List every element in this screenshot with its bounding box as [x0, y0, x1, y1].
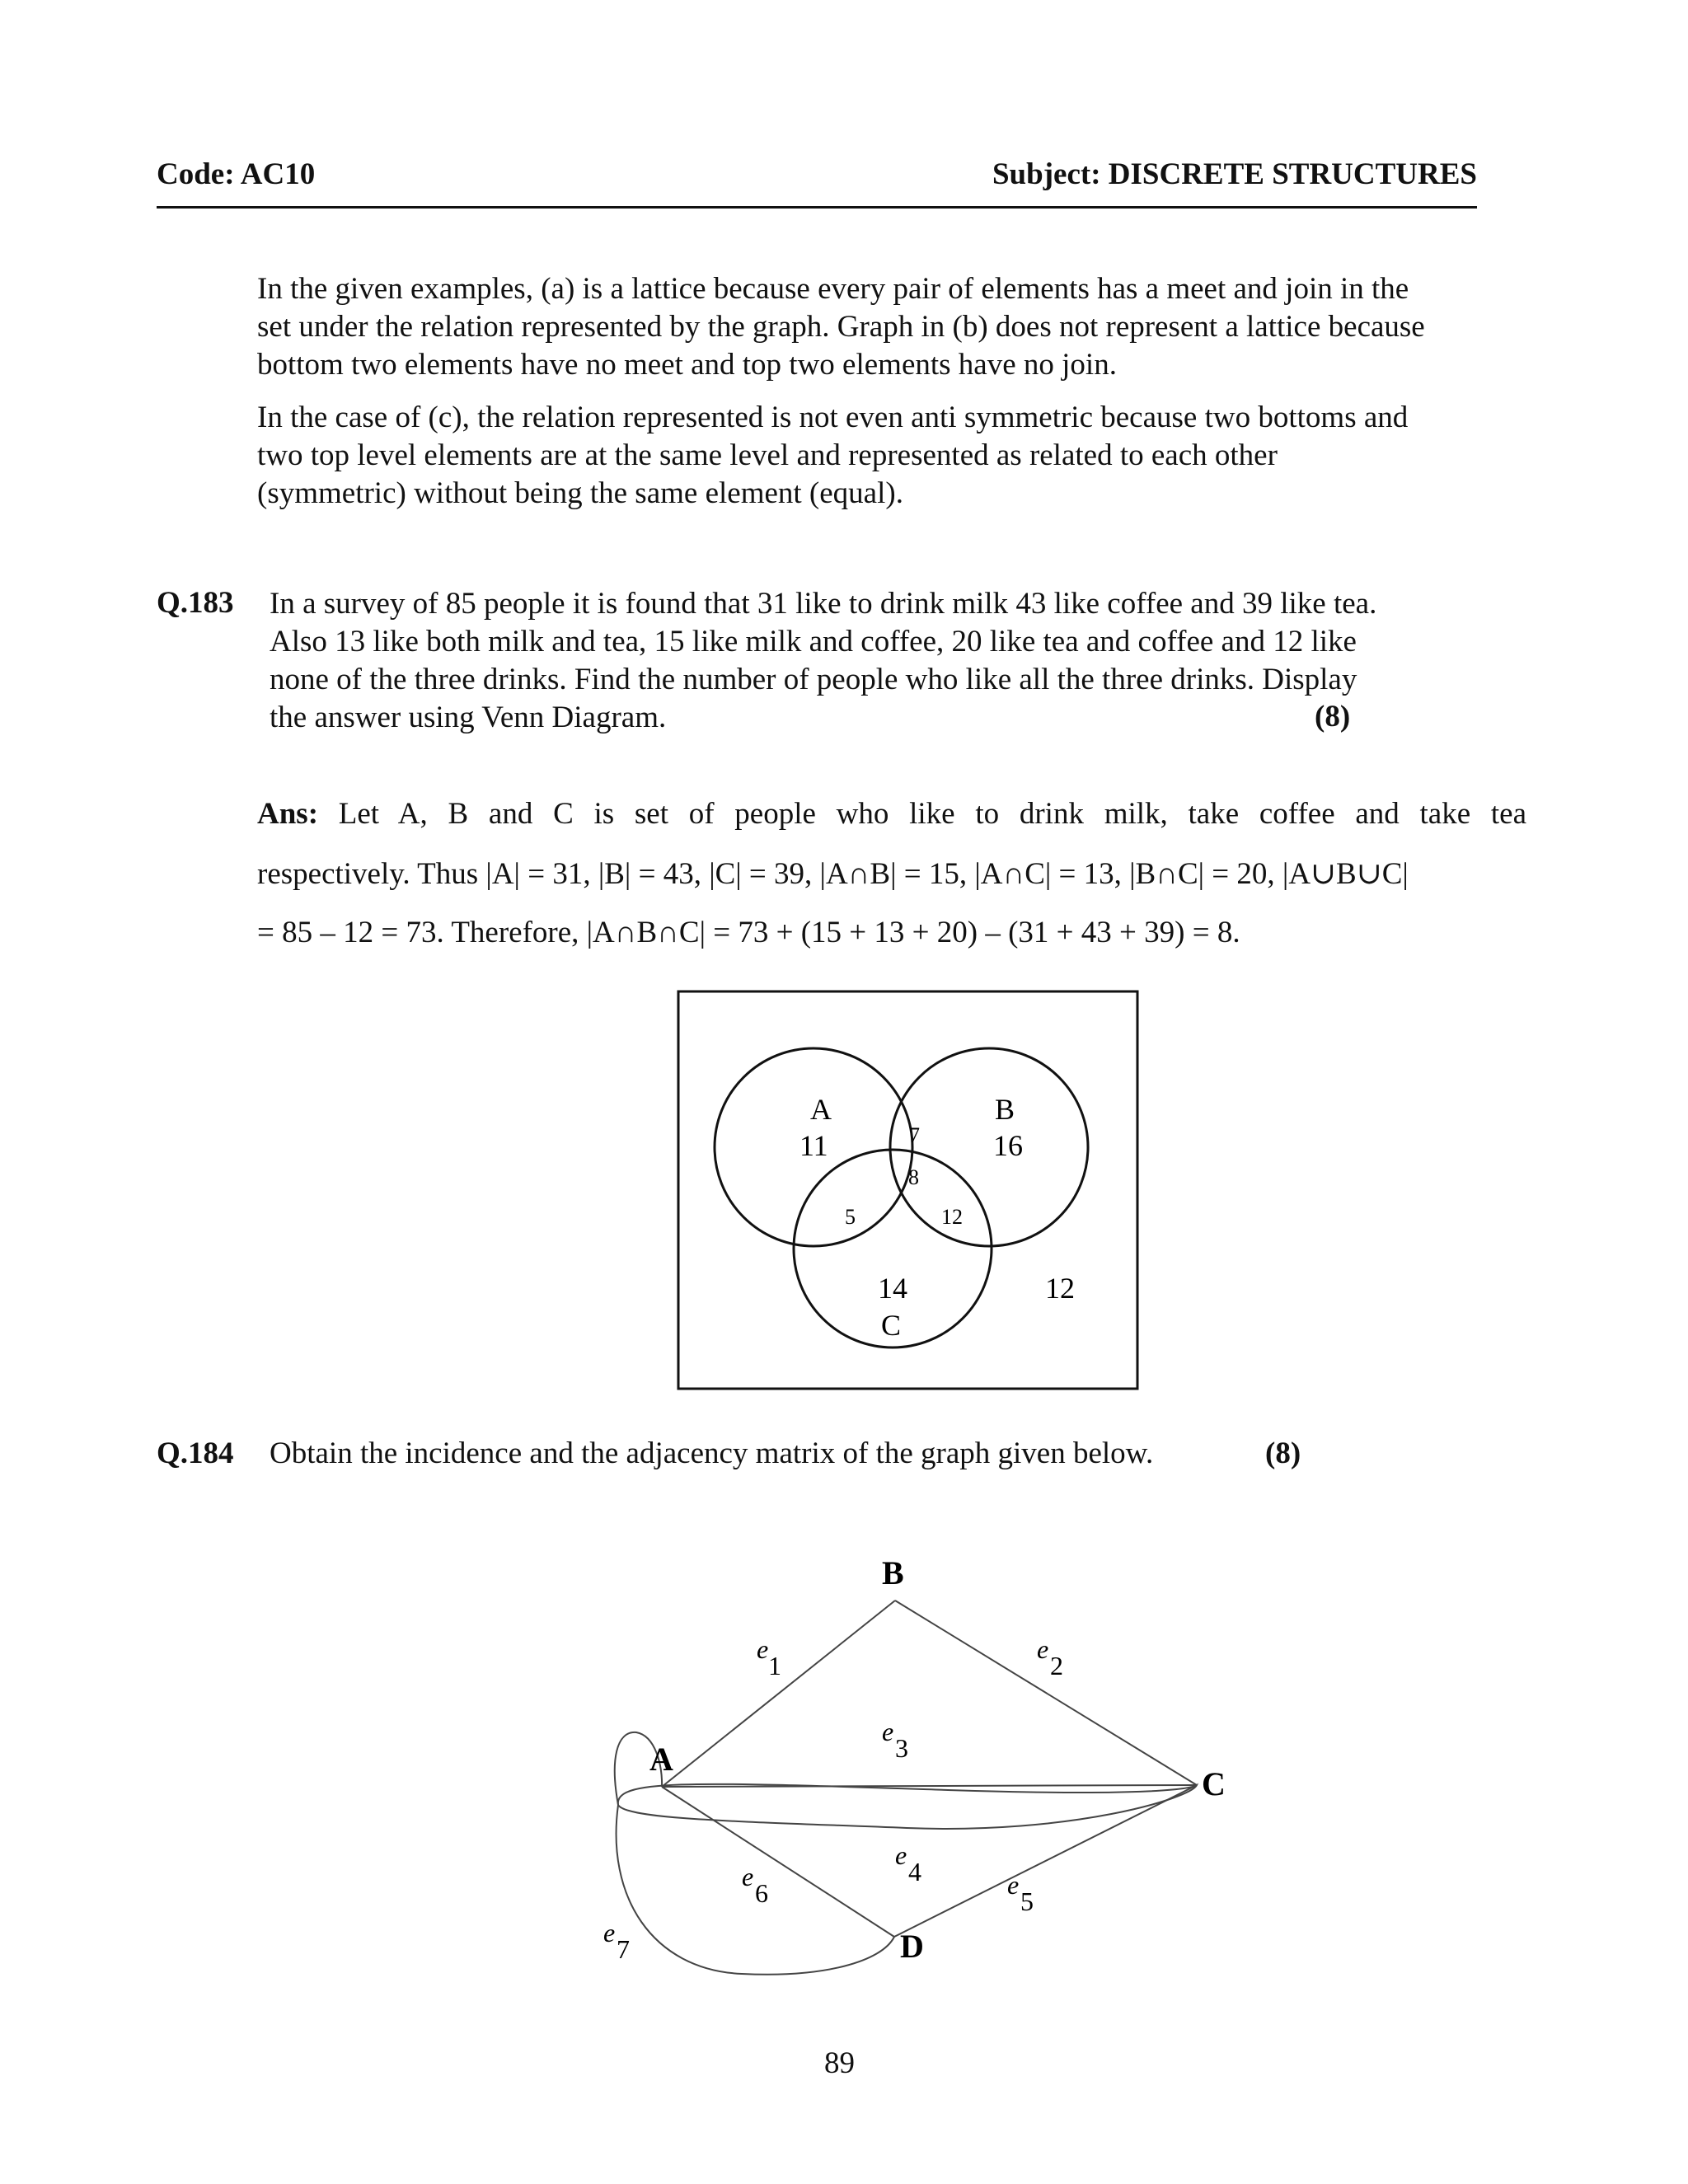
svg-text:e: e — [1007, 1870, 1020, 1900]
edge-e3 — [662, 1785, 1197, 1787]
outside-count: 12 — [1045, 1272, 1075, 1305]
svg-text:e: e — [882, 1717, 894, 1746]
set-b-only-count: 16 — [993, 1129, 1023, 1162]
svg-text:e: e — [757, 1634, 769, 1664]
vertex-label-b: B — [882, 1554, 904, 1591]
set-a-label: A — [810, 1093, 832, 1126]
text-line: two top level elements are at the same level and represented as related to each other — [257, 438, 1278, 472]
ab-count: 7 — [909, 1123, 920, 1147]
edge-label-e7 — [603, 1918, 630, 1964]
intro-paragraph-2 — [257, 399, 1526, 513]
text-line: In a survey of 85 people it is found that 31 like to drink milk 43 like coffee and 39 like tea. — [270, 587, 1377, 621]
bc-count: 12 — [941, 1205, 963, 1229]
svg-text:2: 2 — [1050, 1651, 1063, 1680]
svg-text:5: 5 — [1020, 1886, 1034, 1916]
intro-paragraph-1 — [257, 270, 1526, 384]
text-line: bottom two elements have no meet and top two elements have no join. — [257, 348, 1117, 382]
abc-count: 8 — [908, 1165, 919, 1189]
text-line: (symmetric) without being the same element (equal). — [257, 476, 903, 510]
page-number: 89 — [824, 2046, 855, 2080]
edge-e1 — [662, 1601, 895, 1787]
answer-line-2: respectively. Thus |A| = 31, |B| = 43, |C| = 39, |A∩B| = 15, |A∩C| = 13, |B∩C| = 20, |A∪B∪C| — [257, 857, 1409, 891]
answer-line-1 — [257, 796, 1526, 832]
svg-text:4: 4 — [908, 1857, 921, 1886]
text-line: In the case of (c), the relation represented is not even anti symmetric because two bottoms and — [257, 401, 1409, 434]
edge-e6 — [662, 1787, 894, 1937]
question-number-184: Q.184 — [157, 1436, 234, 1470]
edge-label-e2 — [1037, 1634, 1063, 1680]
vertex-label-c: C — [1202, 1765, 1226, 1802]
ac-count: 5 — [845, 1205, 856, 1229]
svg-text:e: e — [1037, 1634, 1049, 1664]
answer-text: Let A, B and C is set of people who like to drink milk, take coffee and take tea — [338, 797, 1527, 831]
edge-label-e5 — [1007, 1870, 1034, 1916]
vertex-label-a: A — [649, 1741, 673, 1778]
set-a-only-count: 11 — [799, 1129, 828, 1162]
question-number-183: Q.183 — [157, 586, 234, 620]
venn-diagram — [676, 989, 1142, 1393]
edge-label-e3 — [882, 1717, 908, 1763]
set-c-label: C — [881, 1309, 902, 1342]
vertex-label-d: D — [900, 1928, 924, 1965]
question-183-marks: (8) — [1315, 700, 1351, 733]
svg-text:6: 6 — [755, 1878, 768, 1908]
edge-e4 — [618, 1784, 1197, 1829]
circle-b — [890, 1048, 1088, 1246]
text-line: Also 13 like both milk and tea, 15 like milk and coffee, 20 like tea and coffee and 12 like — [270, 625, 1357, 658]
header-subject: Subject: DISCRETE STRUCTURES — [992, 157, 1477, 191]
text-line: the answer using Venn Diagram. — [270, 701, 667, 734]
edge-label-e1 — [757, 1634, 781, 1680]
graph-diagram — [577, 1549, 1278, 1994]
set-c-only-count: 14 — [878, 1272, 907, 1305]
edge-label-e6 — [742, 1862, 768, 1908]
header-code: Code: AC10 — [157, 157, 316, 191]
edge-e2 — [895, 1601, 1197, 1785]
edge-e5 — [894, 1785, 1197, 1937]
question-184-text: Obtain the incidence and the adjacency matrix of the graph given below. — [270, 1436, 1154, 1470]
header-divider — [157, 206, 1477, 209]
svg-text:1: 1 — [768, 1651, 781, 1680]
svg-text:e: e — [603, 1918, 616, 1947]
text-line: In the given examples, (a) is a lattice because every pair of elements has a meet and join in the — [257, 272, 1409, 306]
universal-set-box — [678, 991, 1137, 1389]
text-line: set under the relation represented by the graph. Graph in (b) does not represent a lattice because — [257, 310, 1425, 344]
text-line: none of the three drinks. Find the number of people who like all the three drinks. Display — [270, 663, 1357, 696]
answer-line-3: = 85 – 12 = 73. Therefore, |A∩B∩C| = 73 + (15 + 13 + 20) – (31 + 43 + 39) = 8. — [257, 916, 1240, 949]
svg-text:7: 7 — [617, 1934, 630, 1964]
answer-label: Ans: — [257, 797, 319, 831]
set-b-label: B — [995, 1093, 1015, 1126]
svg-text:3: 3 — [895, 1733, 908, 1763]
svg-text:e: e — [742, 1862, 754, 1891]
edge-label-e4 — [895, 1840, 921, 1886]
question-184-marks: (8) — [1265, 1436, 1301, 1470]
svg-text:e: e — [895, 1840, 907, 1870]
